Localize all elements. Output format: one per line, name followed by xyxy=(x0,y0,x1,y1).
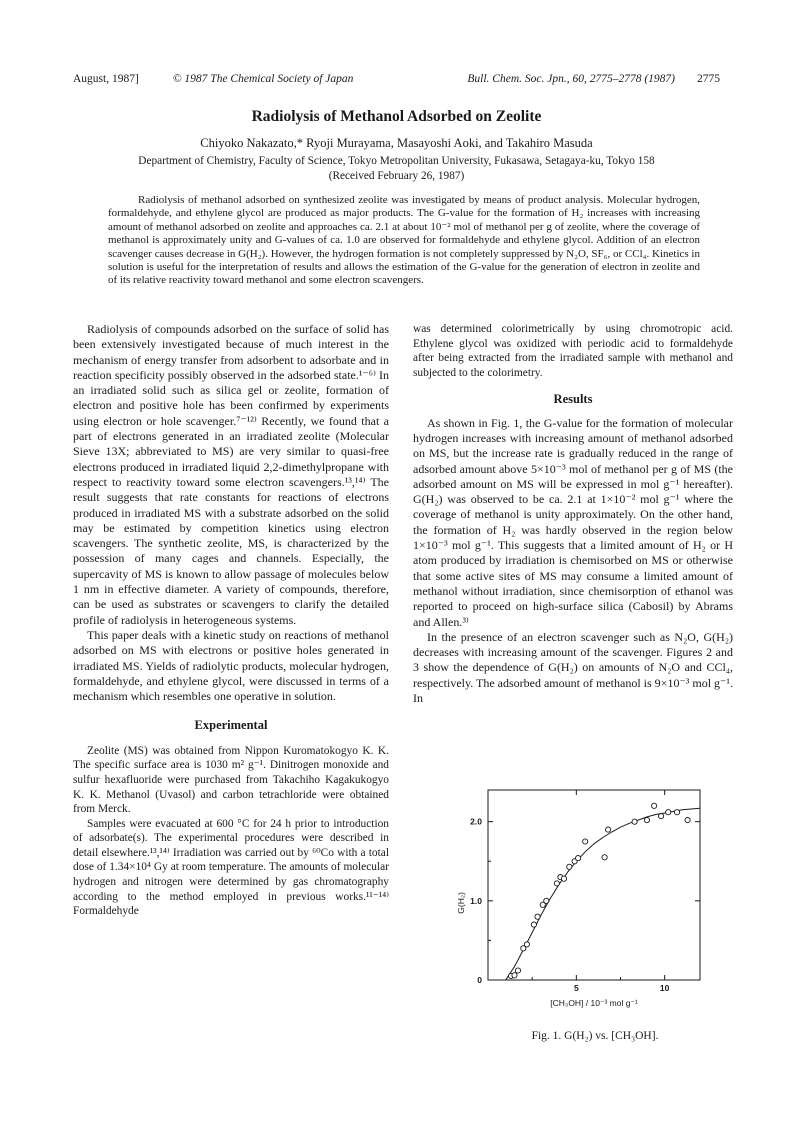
x-tick-label: 5 xyxy=(573,983,579,993)
received-date: (Received February 26, 1987) xyxy=(328,170,465,182)
y-tick-label: 1.0 xyxy=(470,895,482,906)
header-date: August, 1987] xyxy=(73,73,139,85)
data-point xyxy=(512,973,517,978)
data-point xyxy=(531,922,536,927)
data-point xyxy=(602,855,607,860)
data-point xyxy=(685,818,690,823)
data-point xyxy=(567,864,572,869)
data-point xyxy=(632,819,637,824)
data-point xyxy=(544,898,549,903)
left-column xyxy=(73,322,389,919)
data-point xyxy=(561,876,566,881)
running-header xyxy=(73,73,720,89)
data-point xyxy=(652,803,657,808)
data-point xyxy=(515,968,520,973)
x-axis-label: [CH₃OH] / 10⁻³ mol g⁻¹ xyxy=(550,998,638,1008)
experimental-continued: was determined colorimetrically by using chromotropic acid. Ethylene glycol was oxidized with periodic acid to formaldehyde after being extracted from the irradiated sample with methanol and subjected to the colorimetry. xyxy=(413,323,733,379)
header-right xyxy=(467,73,720,85)
intro-paragraph-2: This paper deals with a kinetic study on reactions of methanol adsorbed on MS with electrons or positive holes generated in irradiated MS. Yields of radiolytic products, molecular hydrogen, formaldehyde, and ethylene glycol, were discussed in terms of a mechanism which resembles one operative in solution. xyxy=(73,627,389,704)
data-point xyxy=(606,827,611,832)
figure-1 xyxy=(450,780,740,1115)
g-h2-chart xyxy=(450,780,740,1025)
data-point xyxy=(583,839,588,844)
y-axis-label: G(H₂) xyxy=(456,891,466,914)
affiliation: Department of Chemistry, Faculty of Science, Tokyo Metropolitan University, Fukasawa, Setagaya-ku, Tokyo 158 xyxy=(138,155,655,167)
experimental-paragraph-2: Samples were evacuated at 600 °C for 24 h prior to introduction of adsorbate(s). The experimental procedures were described in detail elsewhere.¹³,¹⁴⁾ Irradiation was carried out by ⁶⁰Co with a total dose of 1.34×10⁴ Gy at room temperature. The amounts of molecular hydrogen and nitrogen were determined by gas chromatography according to the method employed in previous works.¹¹⁻¹⁴⁾ Formaldehyde xyxy=(73,817,389,918)
data-point xyxy=(666,810,671,815)
data-point xyxy=(576,856,581,861)
abstract: Radiolysis of methanol adsorbed on synthesized zeolite was investigated by means of product analysis. Molecular hydrogen, formaldehyde, and ethylene glycol are produced as major products. The G-value for the formation of H₂ increases with increasing amount of methanol adsorbed on zeolite and approaches ca. 2.1 at about 10⁻² mol of methanol per g of zeolite, where the coverage of methanol is approximately unity and G-values of ca. 1.0 are observed for formaldehyde and ethylene glycol. Addition of an electron scavenger causes decrease in G(H₂). However, the hydrogen formation is not completely suppressed by N₂O, SF₆, or CCl₄. Kinetics in solution is useful for the interpretation of results and allows the estimation of the G-value for the generation of electron in zeolite and of its relative reactivity toward methanol and some electron scavengers. xyxy=(108,194,700,287)
right-column xyxy=(413,322,733,706)
data-point xyxy=(524,942,529,947)
results-paragraph-1: As shown in Fig. 1, the G-value for the formation of molecular hydrogen increases with increasing amount of methanol adsorbed on MS, but the increase rate is gradually reduced in the range of adsorbed amount above 5×10⁻³ mol of methanol per g of MS (the adsorbed amount on MS will be expressed in mol g⁻¹ hereafter). G(H₂) was observed to be ca. 2.1 at 1×10⁻² mol g⁻¹ where the coverage of methanol is unity approximately. On the other hand, the formation of H₂ was hardly observed in the region below 1×10⁻³ mol g⁻¹. This suggests that a limited amount of H₂ or H atom produced by irradiation is chemisorbed on MS or otherwise that some active sites of MS may consume a limited amount of methanol without irradiation, since chemisorption of ethanol was reported to proceed on high-surface silica (Cabosil) by Abrams and Allen.³⁾ xyxy=(413,415,733,629)
plot-frame xyxy=(488,790,700,980)
data-point xyxy=(644,818,649,823)
experimental-heading: Experimental xyxy=(194,718,268,733)
intro-paragraph-1: Radiolysis of compounds adsorbed on the surface of solid has been extensively investigated because of much interest in the mechanism of energy transfer from adsorbent to adsorbate and in reaction specificity possibly observed in the adsorbed state.¹⁻⁶⁾ In an irradiated solid such as silica gel or zeolite, formation of electron and positive hole has been confirmed by experiments using electron or hole scavenger.⁷⁻¹²⁾ Recently, we found that a part of electrons generated in an irradiated zeolite (Molecular Sieve 13X; abbreviated to MS) are very similar to quasi-free electrons produced in irradiated liquid 2,2-dimethylpropane with respect to reactivity toward some electron scavengers.¹³,¹⁴⁾ The result suggests that rate constants for reactions of electrons produced in irradiated MS with a substrate adsorbed on the solid may be estimated by competition kinetics using electron scavengers. The synthetic zeolite, MS, is characterized by the possession of many cages and channels. Especially, the supercavity of MS is known to allow passage of molecules below 1 nm in effective diameter. A variety of compounds, therefore, can be used as substrates or scavengers to clarify the detailed profile of radiolysis in heterogeneous systems. xyxy=(73,322,389,627)
fit-curve xyxy=(506,808,700,980)
experimental-paragraph-1: Zeolite (MS) was obtained from Nippon Kuromatokogyo K. K. The specific surface area is 1030 m² g⁻¹. Dinitrogen monoxide and sulfur hexafluoride were purchased from Takachiho Kagakukogyo K. K. Methanol (Uvasol) and carbon tetrachloride were obtained from Merck. xyxy=(73,744,389,816)
data-point xyxy=(674,810,679,815)
x-tick-label: 10 xyxy=(659,983,670,993)
header-left xyxy=(73,73,353,85)
data-point xyxy=(554,881,559,886)
header-copyright: © 1987 The Chemical Society of Japan xyxy=(172,73,354,85)
y-tick-label: 0 xyxy=(477,975,482,985)
figure-caption: Fig. 1. G(H₂) vs. [CH₃OH]. xyxy=(531,1030,659,1042)
author-list: Chiyoko Nakazato,* Ryoji Murayama, Masayoshi Aoki, and Takahiro Masuda xyxy=(200,136,593,150)
paper-title: Radiolysis of Methanol Adsorbed on Zeolite xyxy=(251,108,542,125)
results-paragraph-2: In the presence of an electron scavenger such as N₂O, G(H₂) decreases with increasing amount of the scavenger. Figures 2 and 3 show the dependence of G(H₂) on amounts of N₂O and CCl₄, respectively. The adsorbed amount of methanol is 9×10⁻³ mol g⁻¹. In xyxy=(413,629,733,706)
header-page-number: 2775 xyxy=(697,73,720,85)
y-tick-label: 2.0 xyxy=(470,816,482,827)
data-point xyxy=(535,914,540,919)
data-point xyxy=(659,814,664,819)
results-heading: Results xyxy=(553,392,593,407)
header-journal: Bull. Chem. Soc. Jpn., 60, 2775–2778 (1987) xyxy=(467,73,675,85)
